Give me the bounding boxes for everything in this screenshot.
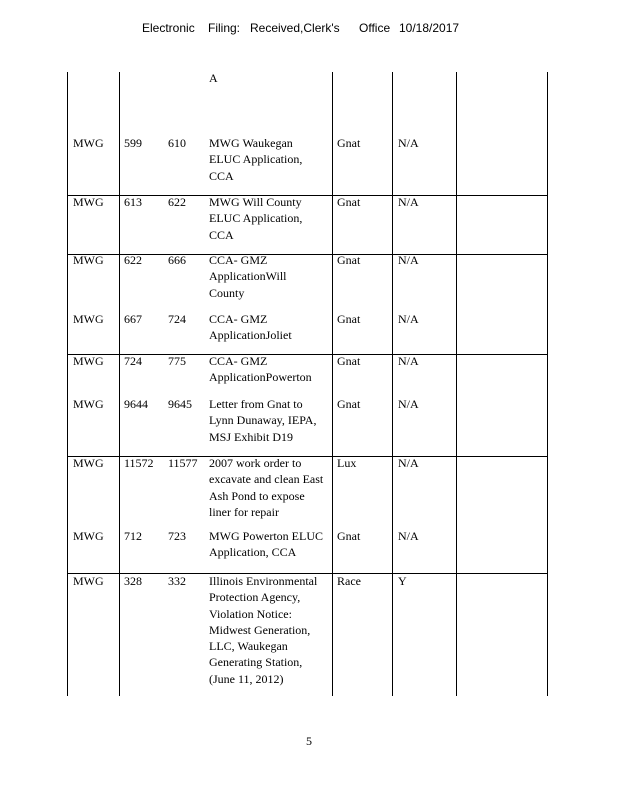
cell-description: CCA- GMZ ApplicationPowerton: [209, 354, 312, 385]
cell-author: Gnat: [337, 253, 361, 267]
filing-stamp-word: Electronic: [142, 21, 195, 35]
cell-privilege: N/A: [398, 136, 419, 150]
cell-bates-end: 622: [168, 195, 186, 209]
cell-privilege: N/A: [398, 397, 419, 411]
cell-author: Gnat: [337, 195, 361, 209]
cell-party: MWG: [73, 354, 104, 368]
cell-party: MWG: [73, 529, 104, 543]
cell-bates-end: 332: [168, 574, 186, 588]
cell-description: MWG Powerton ELUC Application, CCA: [209, 529, 323, 560]
page-number: 5: [306, 734, 312, 748]
cell-description: CCA- GMZ ApplicationJoliet: [209, 312, 292, 343]
cell-privilege: N/A: [398, 253, 419, 267]
cell-bates-begin: 328: [124, 574, 142, 588]
cell-bates-end: 666: [168, 253, 186, 267]
filing-stamp-date: 10/18/2017: [399, 21, 460, 35]
cell-privilege: N/A: [398, 195, 419, 209]
cell-author: Gnat: [337, 397, 361, 411]
cell-author: Gnat: [337, 312, 361, 326]
cell-party: MWG: [73, 136, 104, 150]
cell-bates-end: 724: [168, 312, 186, 326]
column-divider: [119, 72, 120, 696]
cell-description: CCA- GMZ ApplicationWill County: [209, 253, 287, 300]
column-divider: [456, 72, 457, 696]
cell-bates-end: 9645: [168, 397, 192, 411]
filing-stamp-word: Filing:: [208, 21, 241, 35]
cell-bates-begin: 613: [124, 195, 142, 209]
cell-bates-begin: 712: [124, 529, 142, 543]
cell-bates-begin: 667: [124, 312, 142, 326]
cell-party: MWG: [73, 574, 104, 588]
cell-privilege: N/A: [398, 456, 419, 470]
cell-description: MWG Will County ELUC Application, CCA: [209, 195, 303, 242]
cell-privilege: Y: [398, 574, 407, 588]
cell-party: MWG: [73, 456, 104, 470]
column-divider: [67, 72, 68, 696]
cell-description: A: [209, 71, 218, 85]
column-divider: [392, 72, 393, 696]
filing-stamp-word: Office: [359, 21, 391, 35]
cell-bates-begin: 724: [124, 354, 142, 368]
filing-stamp-word: Received,Clerk's: [250, 21, 340, 35]
cell-bates-end: 723: [168, 529, 186, 543]
cell-author: Gnat: [337, 136, 361, 150]
cell-party: MWG: [73, 195, 104, 209]
cell-bates-begin: 599: [124, 136, 142, 150]
cell-privilege: N/A: [398, 312, 419, 326]
cell-author: Gnat: [337, 354, 361, 368]
filing-stamp-header: [0, 21, 618, 37]
cell-description: Letter from Gnat to Lynn Dunaway, IEPA, MSJ Exhibit D19: [209, 397, 317, 444]
cell-bates-begin: 11572: [124, 456, 154, 470]
cell-party: MWG: [73, 312, 104, 326]
cell-bates-end: 11577: [168, 456, 198, 470]
column-divider: [547, 72, 548, 696]
cell-description: MWG Waukegan ELUC Application, CCA: [209, 136, 303, 183]
column-divider: [332, 72, 333, 696]
cell-author: Lux: [337, 456, 357, 470]
cell-author: Gnat: [337, 529, 361, 543]
cell-description: 2007 work order to excavate and clean East Ash Pond to expose liner for repair: [209, 456, 324, 519]
cell-privilege: N/A: [398, 354, 419, 368]
cell-bates-begin: 9644: [124, 397, 148, 411]
privilege-log-table: [67, 72, 548, 696]
cell-bates-end: 775: [168, 354, 186, 368]
cell-description: Illinois Environmental Protection Agency, Violation Notice: Midwest Generation, LLC, Waukegan Generating Station, (June 11, 2012): [209, 574, 318, 686]
cell-bates-begin: 622: [124, 253, 142, 267]
cell-party: MWG: [73, 397, 104, 411]
cell-bates-end: 610: [168, 136, 186, 150]
cell-author: Race: [337, 574, 361, 588]
cell-party: MWG: [73, 253, 104, 267]
cell-privilege: N/A: [398, 529, 419, 543]
